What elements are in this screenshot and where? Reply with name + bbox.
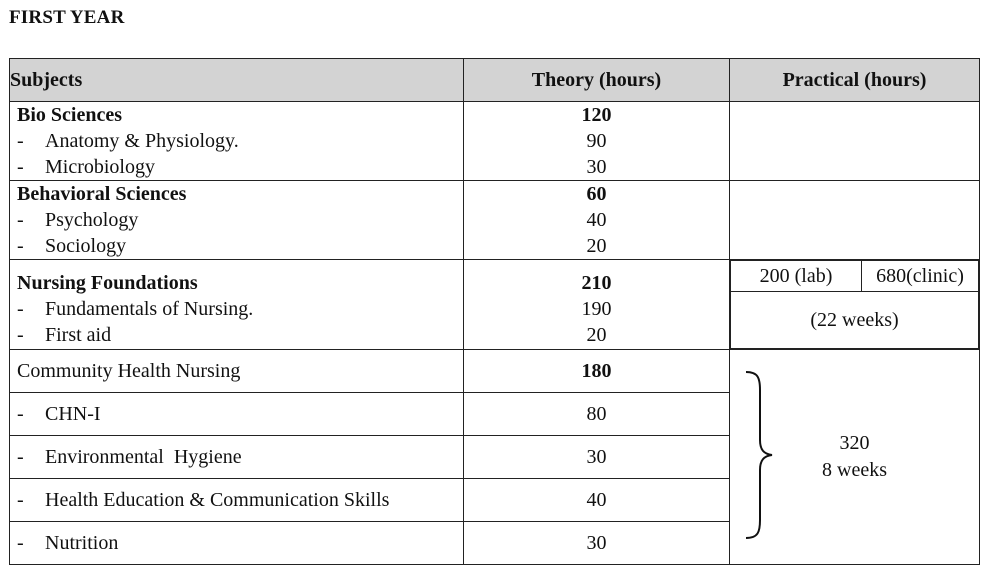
practical-split [730,260,979,349]
theory-cell [464,102,730,181]
group-title: Nursing Foundations [17,271,198,294]
item-theory: 30 [464,436,730,479]
group-theory-total: 180 [464,350,730,393]
item-theory: 40 [586,209,607,231]
list-item: - Health Education & Communication Skills [10,479,464,522]
subjects-cell [10,102,464,181]
community-practical-cell [730,350,980,565]
item-theory: 40 [464,479,730,522]
item-theory: 90 [586,130,607,152]
item-theory: 30 [464,522,730,565]
practical-column-header: Practical (hours) [730,59,980,102]
item-theory: 20 [586,235,607,257]
group-title: Bio Sciences [17,104,122,126]
list-item: - Sociology [17,235,127,257]
practical-cell [730,181,980,260]
item-theory: 20 [586,323,607,346]
theory-cell [464,181,730,260]
group-row-bio-sciences [10,102,980,181]
group-row-nursing-foundations [10,260,980,350]
group-row-behavioral-sciences [10,181,980,260]
theory-column-header: Theory (hours) [464,59,730,102]
subjects-cell [10,260,464,350]
page-title: FIRST YEAR [9,7,125,28]
list-item: - Fundamentals of Nursing. [17,297,254,320]
list-item: - Nutrition [10,522,464,565]
list-item: - First aid [17,323,112,346]
practical-cell [730,260,980,350]
practical-clinic-hours: 680(clinic) [862,261,979,292]
group-title: Behavioral Sciences [17,183,187,205]
group-title: Community Health Nursing [10,350,464,393]
list-item: - Psychology [17,209,139,231]
group-theory-total: 60 [586,183,607,205]
group-theory-total: 210 [581,271,612,294]
item-theory: 190 [581,297,612,320]
item-theory: 80 [464,393,730,436]
group-theory-total: 120 [581,104,612,126]
item-theory: 30 [586,156,607,178]
curriculum-table [9,58,980,565]
practical-lab-hours: 200 (lab) [731,261,862,292]
theory-cell [464,260,730,350]
list-item: - Anatomy & Physiology. [17,130,239,152]
header-row [10,59,980,102]
list-item: - Environmental Hygiene [10,436,464,479]
practical-cell [730,102,980,181]
list-item: - CHN-I [10,393,464,436]
list-item: - Microbiology [17,156,155,178]
community-practical-duration: 8 weeks [822,459,887,481]
practical-duration: (22 weeks) [731,292,979,349]
subjects-column-header: Subjects [10,59,464,102]
subjects-cell [10,181,464,260]
community-practical-hours: 320 [839,432,870,454]
group-row-community-health-nursing [10,350,980,393]
